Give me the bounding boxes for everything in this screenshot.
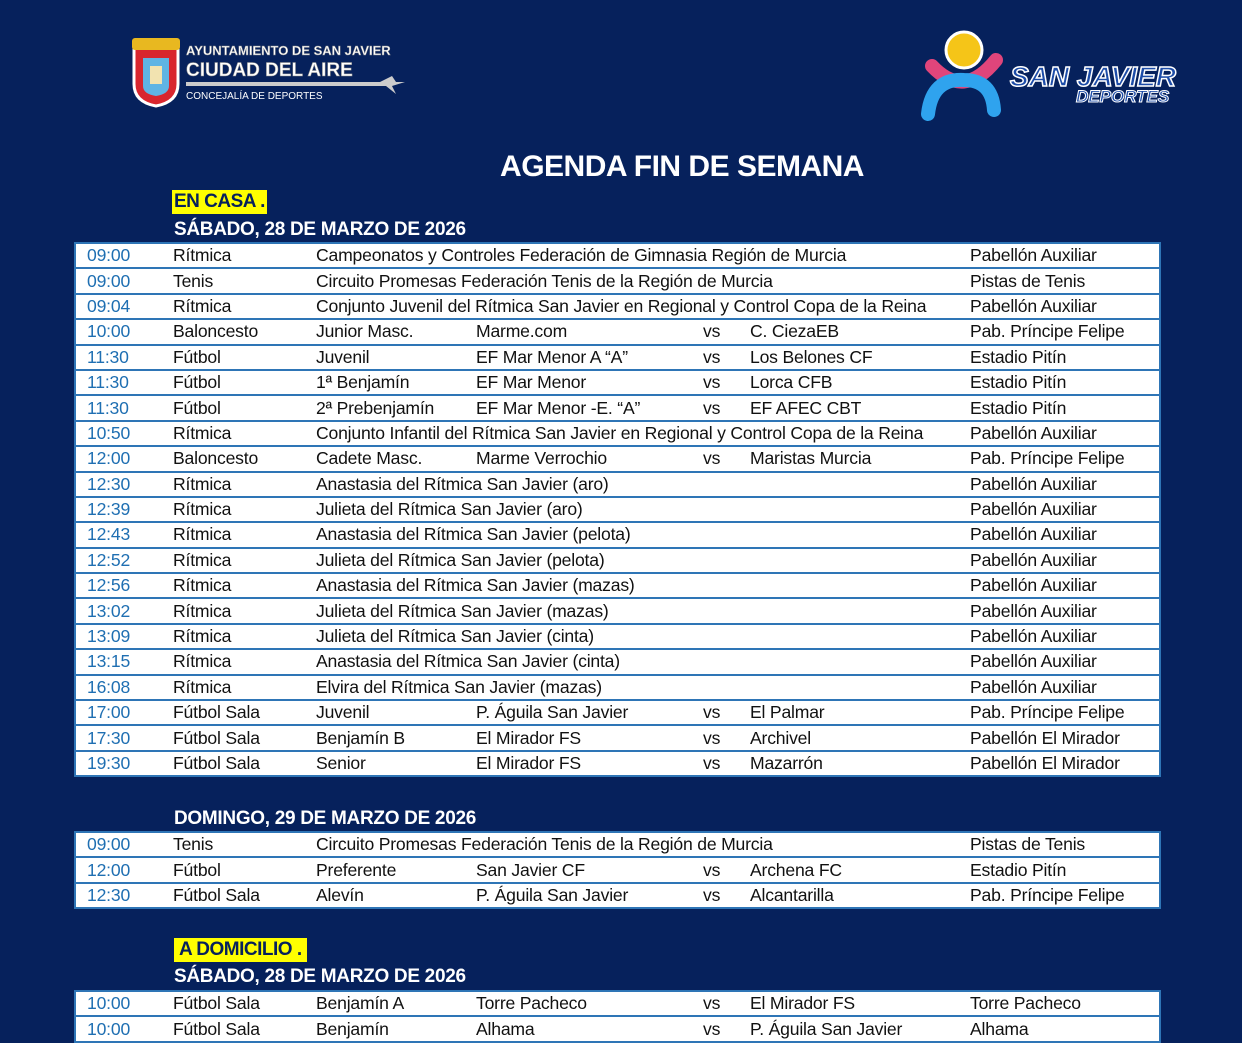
event-time: 12:00 xyxy=(75,857,173,882)
logo-text-1: AYUNTAMIENTO DE SAN JAVIER xyxy=(186,43,391,58)
event-category: Junior Masc. xyxy=(316,319,476,344)
home-team: San Javier CF xyxy=(476,857,703,882)
vs-label: vs xyxy=(703,370,750,395)
event-time: 13:02 xyxy=(75,598,173,623)
event-description: Conjunto Infantil del Rítmica San Javier en Regional y Control Copa de la Reina xyxy=(316,421,970,446)
vs-label: vs xyxy=(703,857,750,882)
event-time: 10:00 xyxy=(75,1016,173,1041)
event-venue: Estadio Pitín xyxy=(970,857,1160,882)
event-venue: Pabellón El Mirador xyxy=(970,751,1160,776)
table-row xyxy=(75,548,1160,573)
event-time: 09:04 xyxy=(75,294,173,319)
event-sport: Rítmica xyxy=(173,548,316,573)
event-sport: Rítmica xyxy=(173,294,316,319)
event-sport: Rítmica xyxy=(173,472,316,497)
event-time: 11:30 xyxy=(75,345,173,370)
event-sport: Fútbol xyxy=(173,370,316,395)
event-venue: Estadio Pitín xyxy=(970,345,1160,370)
event-venue: Pistas de Tenis xyxy=(970,832,1160,857)
event-time: 12:30 xyxy=(75,472,173,497)
vs-label: vs xyxy=(703,991,750,1016)
event-sport: Baloncesto xyxy=(173,446,316,471)
vs-label: vs xyxy=(703,883,750,908)
event-sport: Rítmica xyxy=(173,675,316,700)
away-team: Archena FC xyxy=(750,857,970,882)
event-sport: Rítmica xyxy=(173,649,316,674)
event-category: Cadete Masc. xyxy=(316,446,476,471)
event-category: 1ª Benjamín xyxy=(316,370,476,395)
ayuntamiento-logo xyxy=(130,36,420,108)
event-time: 12:00 xyxy=(75,446,173,471)
event-category: 2ª Prebenjamín xyxy=(316,395,476,420)
table-row xyxy=(75,522,1160,547)
table-row xyxy=(75,243,1160,268)
table-row xyxy=(75,395,1160,420)
event-time: 10:00 xyxy=(75,991,173,1016)
event-venue: Estadio Pitín xyxy=(970,395,1160,420)
event-description: Anastasia del Rítmica San Javier (aro) xyxy=(316,472,970,497)
event-time: 10:50 xyxy=(75,421,173,446)
event-venue: Pabellón Auxiliar xyxy=(970,472,1160,497)
event-sport: Rítmica xyxy=(173,497,316,522)
table-row xyxy=(75,1016,1160,1041)
event-sport: Tenis xyxy=(173,832,316,857)
event-venue: Pabellón Auxiliar xyxy=(970,649,1160,674)
table-row xyxy=(75,573,1160,598)
event-category: Benjamín xyxy=(316,1016,476,1041)
day-header-sabado: SÁBADO, 28 DE MARZO DE 2026 xyxy=(174,219,466,240)
event-venue: Torre Pacheco xyxy=(970,991,1160,1016)
event-venue: Pabellón Auxiliar xyxy=(970,598,1160,623)
schedule-table-home-saturday xyxy=(74,242,1161,777)
event-time: 11:30 xyxy=(75,395,173,420)
event-time: 09:00 xyxy=(75,243,173,268)
event-sport: Rítmica xyxy=(173,573,316,598)
logo-text-2: CIUDAD DEL AIRE xyxy=(186,60,353,81)
event-description: Anastasia del Rítmica San Javier (pelota) xyxy=(316,522,970,547)
table-row xyxy=(75,370,1160,395)
vs-label: vs xyxy=(703,700,750,725)
event-venue: Pabellón Auxiliar xyxy=(970,294,1160,319)
event-venue: Pabellón Auxiliar xyxy=(970,548,1160,573)
event-venue: Pab. Príncipe Felipe xyxy=(970,883,1160,908)
event-time: 12:30 xyxy=(75,883,173,908)
event-sport: Fútbol xyxy=(173,857,316,882)
table-row xyxy=(75,472,1160,497)
away-team: Mazarrón xyxy=(750,751,970,776)
event-time: 16:08 xyxy=(75,675,173,700)
table-row xyxy=(75,751,1160,776)
home-team: Marme Verrochio xyxy=(476,446,703,471)
table-row xyxy=(75,675,1160,700)
event-time: 12:52 xyxy=(75,548,173,573)
event-time: 13:15 xyxy=(75,649,173,674)
away-team: Lorca CFB xyxy=(750,370,970,395)
event-venue: Pabellón El Mirador xyxy=(970,725,1160,750)
table-row xyxy=(75,883,1160,908)
home-team: EF Mar Menor A “A” xyxy=(476,345,703,370)
event-category: Alevín xyxy=(316,883,476,908)
event-time: 12:43 xyxy=(75,522,173,547)
event-venue: Pab. Príncipe Felipe xyxy=(970,319,1160,344)
day-header-domingo: DOMINGO, 29 DE MARZO DE 2026 xyxy=(174,808,477,829)
event-sport: Rítmica xyxy=(173,421,316,446)
home-team: El Mirador FS xyxy=(476,751,703,776)
san-javier-deportes-logo xyxy=(920,30,1180,122)
away-team: EF AFEC CBT xyxy=(750,395,970,420)
event-venue: Pab. Príncipe Felipe xyxy=(970,446,1160,471)
event-description: Circuito Promesas Federación Tenis de la Región de Murcia xyxy=(316,832,970,857)
event-sport: Rítmica xyxy=(173,243,316,268)
event-sport: Rítmica xyxy=(173,624,316,649)
home-team: EF Mar Menor -E. “A” xyxy=(476,395,703,420)
table-row xyxy=(75,624,1160,649)
away-team: P. Águila San Javier xyxy=(750,1016,970,1041)
event-category: Juvenil xyxy=(316,700,476,725)
event-venue: Pabellón Auxiliar xyxy=(970,573,1160,598)
away-team: El Mirador FS xyxy=(750,991,970,1016)
event-sport: Fútbol Sala xyxy=(173,883,316,908)
home-team: Torre Pacheco xyxy=(476,991,703,1016)
section-label-en-casa: EN CASA . xyxy=(174,191,265,212)
page-title: AGENDA FIN DE SEMANA xyxy=(500,150,864,183)
event-category: Juvenil xyxy=(316,345,476,370)
event-venue: Estadio Pitín xyxy=(970,370,1160,395)
event-description: Campeonatos y Controles Federación de Gimnasia Región de Murcia xyxy=(316,243,970,268)
event-venue: Pistas de Tenis xyxy=(970,268,1160,293)
event-sport: Fútbol Sala xyxy=(173,1016,316,1041)
schedule-table-home-sunday xyxy=(74,831,1161,909)
event-time: 17:30 xyxy=(75,725,173,750)
event-time: 17:00 xyxy=(75,700,173,725)
event-category: Preferente xyxy=(316,857,476,882)
event-venue: Pabellón Auxiliar xyxy=(970,243,1160,268)
event-description: Julieta del Rítmica San Javier (aro) xyxy=(316,497,970,522)
event-sport: Tenis xyxy=(173,268,316,293)
table-row xyxy=(75,446,1160,471)
event-sport: Baloncesto xyxy=(173,319,316,344)
event-sport: Fútbol Sala xyxy=(173,700,316,725)
away-team: Maristas Murcia xyxy=(750,446,970,471)
event-category: Benjamín A xyxy=(316,991,476,1016)
event-description: Julieta del Rítmica San Javier (pelota) xyxy=(316,548,970,573)
table-row xyxy=(75,991,1160,1016)
event-venue: Pabellón Auxiliar xyxy=(970,624,1160,649)
event-description: Anastasia del Rítmica San Javier (cinta) xyxy=(316,649,970,674)
vs-label: vs xyxy=(703,319,750,344)
home-team: P. Águila San Javier xyxy=(476,700,703,725)
event-venue: Pabellón Auxiliar xyxy=(970,675,1160,700)
event-venue: Alhama xyxy=(970,1016,1160,1041)
event-sport: Fútbol Sala xyxy=(173,991,316,1016)
event-description: Anastasia del Rítmica San Javier (mazas) xyxy=(316,573,970,598)
event-description: Conjunto Juvenil del Rítmica San Javier en Regional y Control Copa de la Reina xyxy=(316,294,970,319)
event-category: Senior xyxy=(316,751,476,776)
event-venue: Pabellón Auxiliar xyxy=(970,522,1160,547)
section-label-a-domicilio: A DOMICILIO . xyxy=(174,938,307,962)
logo-text-deportes: DEPORTES xyxy=(1076,87,1170,106)
home-team: EF Mar Menor xyxy=(476,370,703,395)
logo-text-3: CONCEJALÍA DE DEPORTES xyxy=(186,91,323,102)
away-team: C. CiezaEB xyxy=(750,319,970,344)
event-description: Elvira del Rítmica San Javier (mazas) xyxy=(316,675,970,700)
vs-label: vs xyxy=(703,446,750,471)
away-team: Alcantarilla xyxy=(750,883,970,908)
event-sport: Fútbol xyxy=(173,345,316,370)
away-team: Los Belones CF xyxy=(750,345,970,370)
table-row xyxy=(75,497,1160,522)
home-team: Alhama xyxy=(476,1016,703,1041)
table-row xyxy=(75,421,1160,446)
vs-label: vs xyxy=(703,751,750,776)
table-row xyxy=(75,268,1160,293)
event-time: 19:30 xyxy=(75,751,173,776)
table-row xyxy=(75,598,1160,623)
home-team: El Mirador FS xyxy=(476,725,703,750)
table-row xyxy=(75,832,1160,857)
event-venue: Pabellón Auxiliar xyxy=(970,421,1160,446)
day-header-away-sabado: SÁBADO, 28 DE MARZO DE 2026 xyxy=(174,966,466,987)
vs-label: vs xyxy=(703,345,750,370)
event-time: 12:56 xyxy=(75,573,173,598)
event-time: 10:00 xyxy=(75,319,173,344)
event-venue: Pab. Príncipe Felipe xyxy=(970,700,1160,725)
table-row xyxy=(75,857,1160,882)
event-description: Julieta del Rítmica San Javier (mazas) xyxy=(316,598,970,623)
away-team: El Palmar xyxy=(750,700,970,725)
vs-label: vs xyxy=(703,395,750,420)
event-description: Julieta del Rítmica San Javier (cinta) xyxy=(316,624,970,649)
home-team: P. Águila San Javier xyxy=(476,883,703,908)
table-row xyxy=(75,294,1160,319)
event-description: Circuito Promesas Federación Tenis de la Región de Murcia xyxy=(316,268,970,293)
event-time: 09:00 xyxy=(75,268,173,293)
event-sport: Fútbol xyxy=(173,395,316,420)
event-sport: Fútbol Sala xyxy=(173,725,316,750)
vs-label: vs xyxy=(703,725,750,750)
vs-label: vs xyxy=(703,1016,750,1041)
logo-text-san-javier: SAN JAVIER xyxy=(1010,61,1176,92)
table-row xyxy=(75,700,1160,725)
event-sport: Rítmica xyxy=(173,598,316,623)
event-time: 12:39 xyxy=(75,497,173,522)
home-team: Marme.com xyxy=(476,319,703,344)
event-venue: Pabellón Auxiliar xyxy=(970,497,1160,522)
table-row xyxy=(75,319,1160,344)
event-time: 09:00 xyxy=(75,832,173,857)
table-row xyxy=(75,345,1160,370)
table-row xyxy=(75,649,1160,674)
table-row xyxy=(75,725,1160,750)
event-sport: Rítmica xyxy=(173,522,316,547)
away-team: Archivel xyxy=(750,725,970,750)
event-category: Benjamín B xyxy=(316,725,476,750)
event-sport: Fútbol Sala xyxy=(173,751,316,776)
event-time: 11:30 xyxy=(75,370,173,395)
event-time: 13:09 xyxy=(75,624,173,649)
